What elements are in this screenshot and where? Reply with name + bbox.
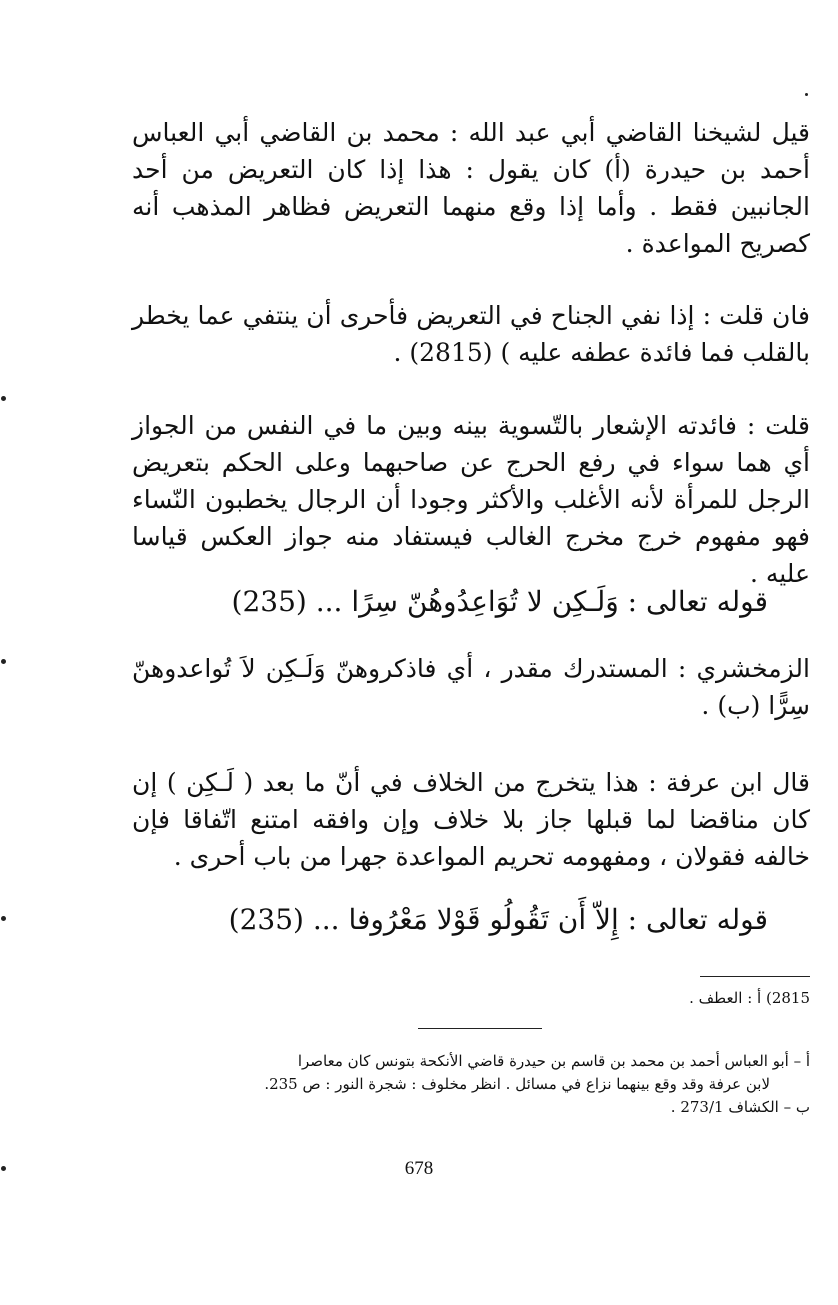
editor-note-a-continued: لابن عرفة وقد وقع بينهما نزاع في مسائل . انظر مخلوف : شجرة النور : ص 235. xyxy=(264,1075,770,1093)
verse-quote-1: قوله تعالى : وَلَـكِن لا تُوَاعِدُوهُنّ سِرًا ... (235) xyxy=(231,585,768,618)
margin-dot xyxy=(1,659,6,664)
editor-note-a: أ – أبو العباس أحمد بن محمد بن قاسم بن حيدرة قاضي الأنكحة بتونس كان معاصرا xyxy=(297,1052,810,1070)
notes-separator xyxy=(418,1028,542,1029)
margin-dot xyxy=(1,916,6,921)
paragraph-4: الزمخشري : المستدرك مقدر ، أي فاذكروهنّ وَلَـكِن لاَ تُواعدوهنّ سِرًّا (ب) . xyxy=(132,654,810,720)
verse-quote-2: قوله تعالى : إِلاّ أَن تَقُولُو قَوْلا مَعْرُوفا ... (235) xyxy=(228,903,768,936)
margin-dot xyxy=(805,93,808,96)
paragraph-5: قال ابن عرفة : هذا يتخرج من الخلاف في أنّ ما بعد ( لَـكِن ) إن كان مناقضا لما قبلها جاز بلا خلاف وإن وافقه امتنع اتّفاقا فإن خالفه فقولان ، ومفهومه تحريم المواعدة جهرا من باب أحرى . xyxy=(132,768,810,871)
paragraph-3: قلت : فائدته الإشعار بالتّسوية بينه وبين ما في النفس من الجواز أي هما سواء في رفع الحرج عن صاحبهما وعلى الحكم بتعريض الرجل للمرأة لأنه الأغلب والأكثر وجودا أن الرجال يخطبون النّساء فهو مفهوم خرج مخرج الغالب فيستفاد منه جواز العكس قياسا عليه . xyxy=(132,411,810,588)
paragraph-2: فان قلت : إذا نفي الجناح في التعريض فأحرى أن ينتفي عما يخطر بالقلب فما فائدة عطفه عليه ) (2815) . xyxy=(132,301,810,367)
paragraph-1: قيل لشيخنا القاضي أبي عبد الله : محمد بن القاضي أبي العباس أحمد بن حيدرة (أ) كان يقول : هذا إذا كان التعريض من أحد الجانبين فقط . وأما إذا وقع منهما التعريض فظاهر المذهب أنه كصريح المواعدة . xyxy=(132,118,810,258)
margin-dot xyxy=(1,396,6,401)
footnote-separator xyxy=(700,976,810,977)
footnote-2815: 2815) أ : العطف . xyxy=(689,989,810,1007)
editor-note-b: ب – الكشاف 273/1 . xyxy=(670,1098,810,1116)
editor-notes xyxy=(140,1050,810,1119)
page-number: 678 xyxy=(404,1158,434,1179)
